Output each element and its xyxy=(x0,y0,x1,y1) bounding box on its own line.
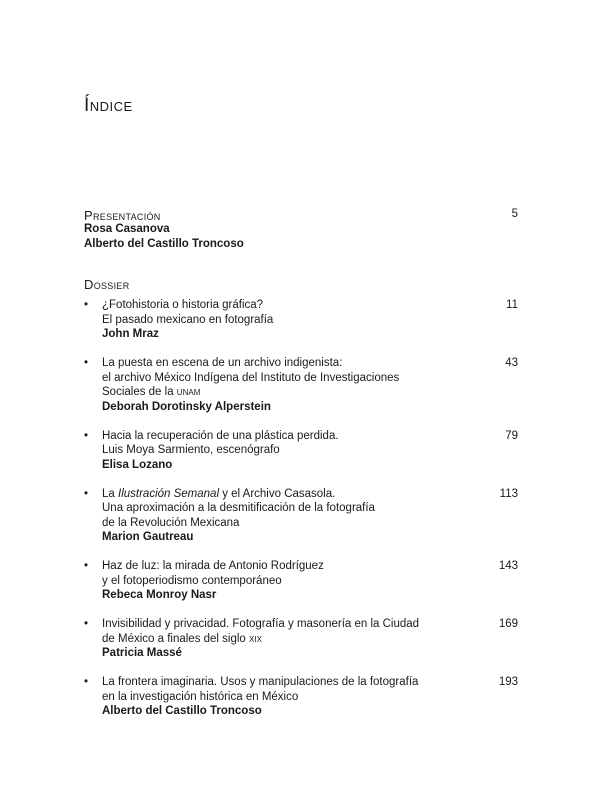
toc-entry[interactable] xyxy=(84,559,518,603)
bullet-icon: • xyxy=(84,429,89,442)
entry-author: Deborah Dorotinsky Alperstein xyxy=(102,400,271,413)
entry-page-number: 193 xyxy=(498,676,518,688)
entry-page-number: 43 xyxy=(505,357,518,369)
toc-entry[interactable] xyxy=(84,298,518,342)
entry-title-line: El pasado mexicano en fotografía xyxy=(102,313,274,326)
entry-title-text: y el Archivo Casasola. xyxy=(219,487,336,500)
bullet-icon: • xyxy=(84,487,89,500)
entry-title-line: Haz de luz: la mirada de Antonio Rodríguez xyxy=(102,560,324,572)
page-title: Índice xyxy=(84,95,133,116)
dossier-title: Dossier xyxy=(84,277,130,292)
entry-title-line: en la investigación histórica en México xyxy=(102,690,299,703)
entry-title-line: Hacia la recuperación de una plástica perdida. xyxy=(102,429,339,442)
entry-title-line: Invisibilidad y privacidad. Fotografía y masonería en la Ciudad xyxy=(102,618,420,630)
bullet-icon: • xyxy=(84,560,89,572)
dossier-section xyxy=(84,276,518,733)
entry-title-line xyxy=(102,487,474,502)
entry-title-italic: Ilustración Semanal xyxy=(118,487,219,500)
entry-author: Marion Gautreau xyxy=(102,531,194,543)
entry-title-line: La frontera imaginaria. Usos y manipulaciones de la fotografía xyxy=(102,676,419,688)
entry-title-line: Luis Moya Sarmiento, escenógrafo xyxy=(102,444,280,456)
bullet-icon: • xyxy=(84,676,89,688)
dossier-header xyxy=(84,276,518,291)
entry-title-abbrev: unam xyxy=(176,386,201,398)
entry-title-line: La puesta en escena de un archivo indigenista: xyxy=(102,357,343,369)
entry-page-number: 79 xyxy=(505,429,518,442)
entry-title-text: de México a finales del siglo xyxy=(102,632,250,645)
entry-title-line: el archivo México Indígena del Instituto de Investigaciones xyxy=(102,371,400,384)
entry-page-number: 143 xyxy=(498,560,518,572)
entry-author: Alberto del Castillo Troncoso xyxy=(102,705,262,717)
entry-page-number: 11 xyxy=(506,299,518,311)
entry-title-text: Sociales de la xyxy=(102,386,177,398)
bullet-icon: • xyxy=(84,618,89,630)
entry-title-line xyxy=(102,632,474,647)
toc-entry[interactable] xyxy=(84,487,518,545)
toc-entry[interactable] xyxy=(84,356,518,414)
bullet-icon: • xyxy=(84,357,89,369)
entry-title-line: de la Revolución Mexicana xyxy=(102,516,240,529)
toc-entry[interactable] xyxy=(84,429,518,473)
entry-page-number: 113 xyxy=(499,487,518,500)
toc-entry[interactable] xyxy=(84,617,518,661)
presentacion-header xyxy=(84,207,518,222)
presentacion-author-2: Alberto del Castillo Troncoso xyxy=(84,237,244,250)
presentacion-title: Presentación xyxy=(84,208,161,223)
entry-title-line xyxy=(102,385,474,400)
toc-entry[interactable] xyxy=(84,675,518,719)
entry-title-text: La xyxy=(102,487,118,500)
presentacion-author-1: Rosa Casanova xyxy=(84,223,170,235)
entry-author: Elisa Lozano xyxy=(102,458,173,471)
presentacion-section xyxy=(84,207,518,251)
presentacion-page-number: 5 xyxy=(511,208,518,220)
entry-title-line: ¿Fotohistoria o historia gráfica? xyxy=(102,299,264,311)
entry-title-abbrev: xix xyxy=(249,632,262,645)
entry-page-number: 169 xyxy=(498,618,518,630)
entry-author: John Mraz xyxy=(102,328,159,340)
bullet-icon: • xyxy=(84,299,89,311)
entry-author: Patricia Massé xyxy=(102,647,182,659)
entry-title-line: y el fotoperiodismo contemporáneo xyxy=(102,574,282,587)
entry-title-line: Una aproximación a la desmitificación de la fotografía xyxy=(102,502,375,514)
entry-author: Rebeca Monroy Nasr xyxy=(102,589,217,601)
